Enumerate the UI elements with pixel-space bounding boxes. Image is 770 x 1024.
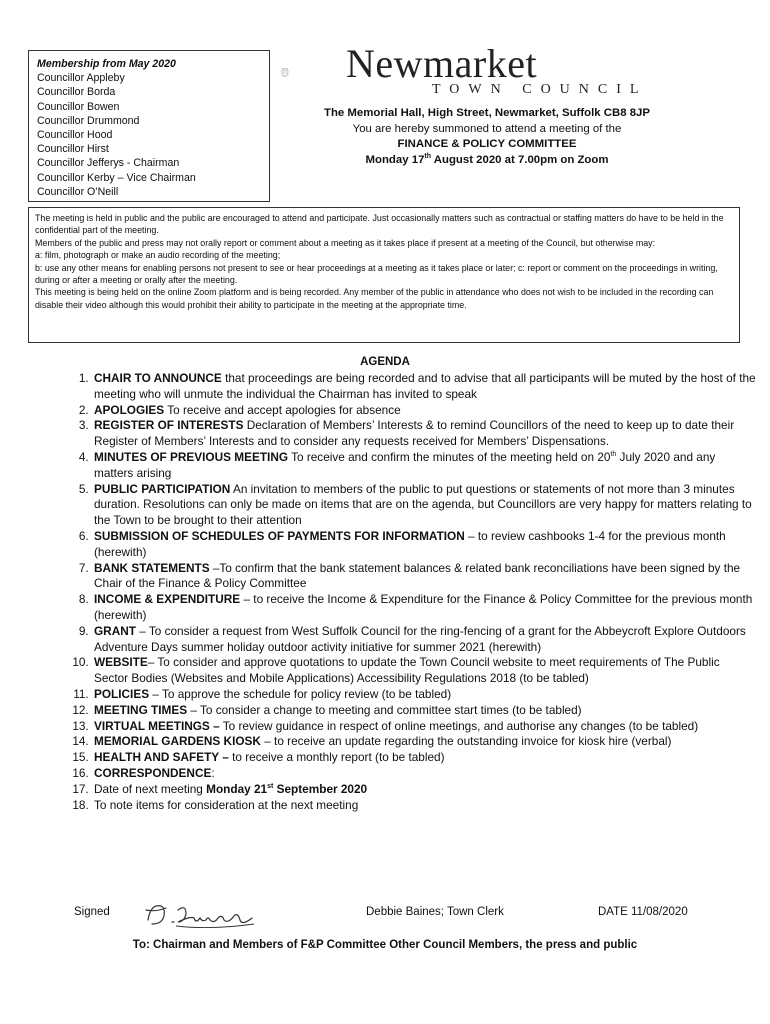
wordmark: Newmarket xyxy=(346,41,538,86)
meeting-date: Monday 17th August 2020 at 7.00pm on Zoom xyxy=(365,152,609,166)
agenda-item: 13. VIRTUAL MEETINGS – To review guidance in respect of online meetings, and authorise any changes (to be tabled) xyxy=(92,719,756,735)
summons-text: You are hereby summoned to attend a meeting of the xyxy=(352,122,622,135)
agenda-item: 7. BANK STATEMENTS –To confirm that the bank statement balances & related bank reconciliations have been signed by the Chair of the Finance & Policy Committee xyxy=(92,561,756,593)
agenda-title: AGENDA xyxy=(360,356,410,368)
venue-address: The Memorial Hall, High Street, Newmarket, Suffolk CB8 8JP xyxy=(324,107,650,119)
agenda-item: 6. SUBMISSION OF SCHEDULES OF PAYMENTS FOR INFORMATION – to review cashbooks 1-4 for the previous month (herewith) xyxy=(92,529,756,561)
signed-label: Signed xyxy=(74,906,110,918)
agenda-item: 12. MEETING TIMES – To consider a change to meeting and committee start times (to be tabled) xyxy=(92,703,756,719)
handwritten-signature xyxy=(142,900,268,930)
wordmark-subtitle: TOWN COUNCIL xyxy=(432,82,648,97)
notice-paragraph: b: use any other means for enabling persons not present to see or hear proceedings at a meeting as it takes place or later; c: report or comment on the proceedings in writing, during or after a meeting or orally after the meeting. xyxy=(35,262,718,286)
member-name: Councillor Appleby xyxy=(37,72,125,85)
notice-paragraph: The meeting is held in public and the public are encouraged to attend and participate. Just occasionally matters such as contractual or staffing matters do have to be held in the confidential part of the meeting. xyxy=(35,213,724,236)
member-name: Councillor Drummond xyxy=(37,114,140,127)
member-name: Councillor Jefferys - Chairman xyxy=(37,157,180,170)
crest-icon xyxy=(280,40,344,104)
document-date: DATE 11/08/2020 xyxy=(598,906,688,918)
notice-paragraph: Members of the public and press may not orally report or comment about a meeting as it takes place if present at a meeting of the Council, but otherwise may: xyxy=(35,237,656,248)
agenda-item: 1. CHAIR TO ANNOUNCE that proceedings are being recorded and to advise that all participants will be muted by the host of the meeting who will unmute the individual the Chairman has invited to speak xyxy=(92,371,756,403)
agenda-item: 9. GRANT – To consider a request from West Suffolk Council for the ring-fencing of a grant for the Abbeycroft Explore Outdoors Adventure Days summer holiday outdoor activity initiative for summer 2021 (herewith) xyxy=(92,624,756,656)
agenda-item: 3. REGISTER OF INTERESTS Declaration of Members’ Interests & to remind Councillors of the need to keep up to date their Register of Members’ Interests and to consider any requests received for Members’ Dispensations. xyxy=(92,418,756,450)
agenda-item: 11. POLICIES – To approve the schedule for policy review (to be tabled) xyxy=(92,687,756,703)
membership-box xyxy=(28,50,270,202)
notice-paragraph: This meeting is being held on the online Zoom platform and is being recorded. Any member of the public in attendance who does not wish to be included in the recording can disable their video although this would prohibit their ability to participate in the meeting at the appropriate time. xyxy=(35,287,714,310)
agenda-item: 4. MINUTES OF PREVIOUS MEETING To receive and confirm the minutes of the meeting held on 20th July 2020 and any matters arising xyxy=(92,450,756,482)
agenda-item: 18. To note items for consideration at the next meeting xyxy=(92,798,756,814)
agenda-item: 14. MEMORIAL GARDENS KIOSK – to receive an update regarding the outstanding invoice for kiosk hire (verbal) xyxy=(92,734,756,750)
agenda-item: 10. WEBSITE– To consider and approve quotations to update the Town Council website to meet requirements of The Public Sector Bodies (Websites and Mobile Applications) Accessibility Regulations 2018 (to be tabled) xyxy=(92,655,756,687)
agenda-item: 8. INCOME & EXPENDITURE – to receive the Income & Expenditure for the Finance & Policy Committee for the previous month (herewith) xyxy=(92,592,756,624)
agenda-item: 16. CORRESPONDENCE: xyxy=(92,766,756,782)
member-name: Councillor Hirst xyxy=(37,143,109,156)
membership-heading: Membership from May 2020 xyxy=(37,58,176,70)
agenda-item: 5. PUBLIC PARTICIPATION An invitation to members of the public to put questions or statements of not more than 3 minutes duration. Resolutions can only be made on items that are on the agenda, but Councillors are very happy for matters relating to the Town to be brought to their attention xyxy=(92,482,756,529)
town-clerk: Debbie Baines; Town Clerk xyxy=(366,906,504,918)
member-name: Councillor Hood xyxy=(37,129,113,142)
member-name: Councillor O’Neill xyxy=(37,185,119,198)
agenda-list xyxy=(64,371,756,813)
member-name: Councillor Borda xyxy=(37,86,116,99)
distribution-line: To: Chairman and Members of F&P Committee Other Council Members, the press and public xyxy=(132,939,638,951)
agenda-item: 17. Date of next meeting Monday 21st September 2020 xyxy=(92,782,756,798)
notice-paragraph: a: film, photograph or make an audio recording of the meeting; xyxy=(35,250,281,261)
committee-name: FINANCE & POLICY COMMITTEE xyxy=(397,138,577,150)
agenda-item: 15. HEALTH AND SAFETY – to receive a monthly report (to be tabled) xyxy=(92,750,756,766)
member-name: Councillor Bowen xyxy=(37,100,120,113)
public-notice-box xyxy=(28,207,740,343)
agenda-item: 2. APOLOGIES To receive and accept apologies for absence xyxy=(92,403,756,419)
member-name: Councillor Kerby – Vice Chairman xyxy=(37,171,196,184)
meeting-summons xyxy=(282,106,692,168)
